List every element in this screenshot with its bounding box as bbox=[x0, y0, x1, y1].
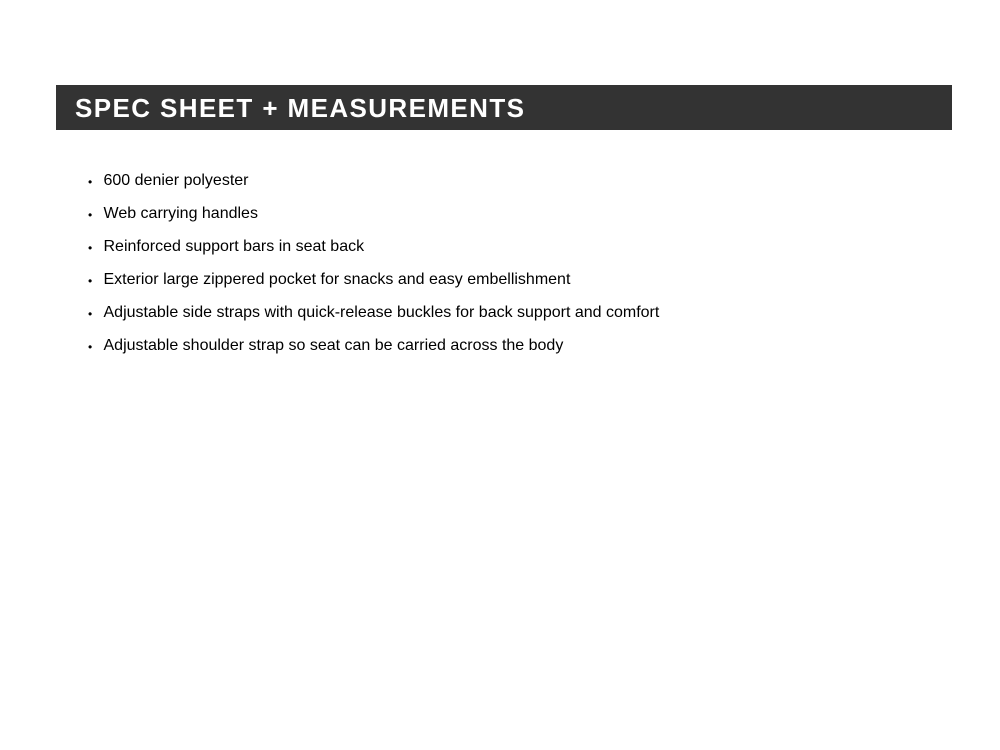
list-item-text: Exterior large zippered pocket for snacks and easy embellishment bbox=[103, 270, 571, 288]
bullet-icon bbox=[88, 304, 104, 324]
list-item-text: Adjustable shoulder strap so seat can be carried across the body bbox=[103, 336, 564, 354]
list-item-text: 600 denier polyester bbox=[103, 171, 249, 189]
list-item bbox=[88, 230, 659, 263]
list-item bbox=[88, 329, 659, 362]
list-item bbox=[88, 197, 659, 230]
list-item bbox=[88, 296, 659, 329]
section-title: SPEC SHEET + MEASUREMENTS bbox=[75, 92, 526, 123]
list-item-text: Reinforced support bars in seat back bbox=[103, 237, 365, 255]
bullet-icon bbox=[88, 172, 104, 192]
spec-list bbox=[88, 164, 659, 362]
list-item-text: Adjustable side straps with quick-release buckles for back support and comfort bbox=[103, 303, 660, 321]
bullet-icon bbox=[88, 271, 104, 291]
bullet-icon bbox=[88, 238, 104, 258]
list-item bbox=[88, 263, 659, 296]
list-item-text: Web carrying handles bbox=[103, 204, 258, 222]
bullet-icon bbox=[88, 337, 104, 357]
list-item bbox=[88, 164, 659, 197]
bullet-icon bbox=[88, 205, 104, 225]
section-header bbox=[56, 85, 952, 130]
